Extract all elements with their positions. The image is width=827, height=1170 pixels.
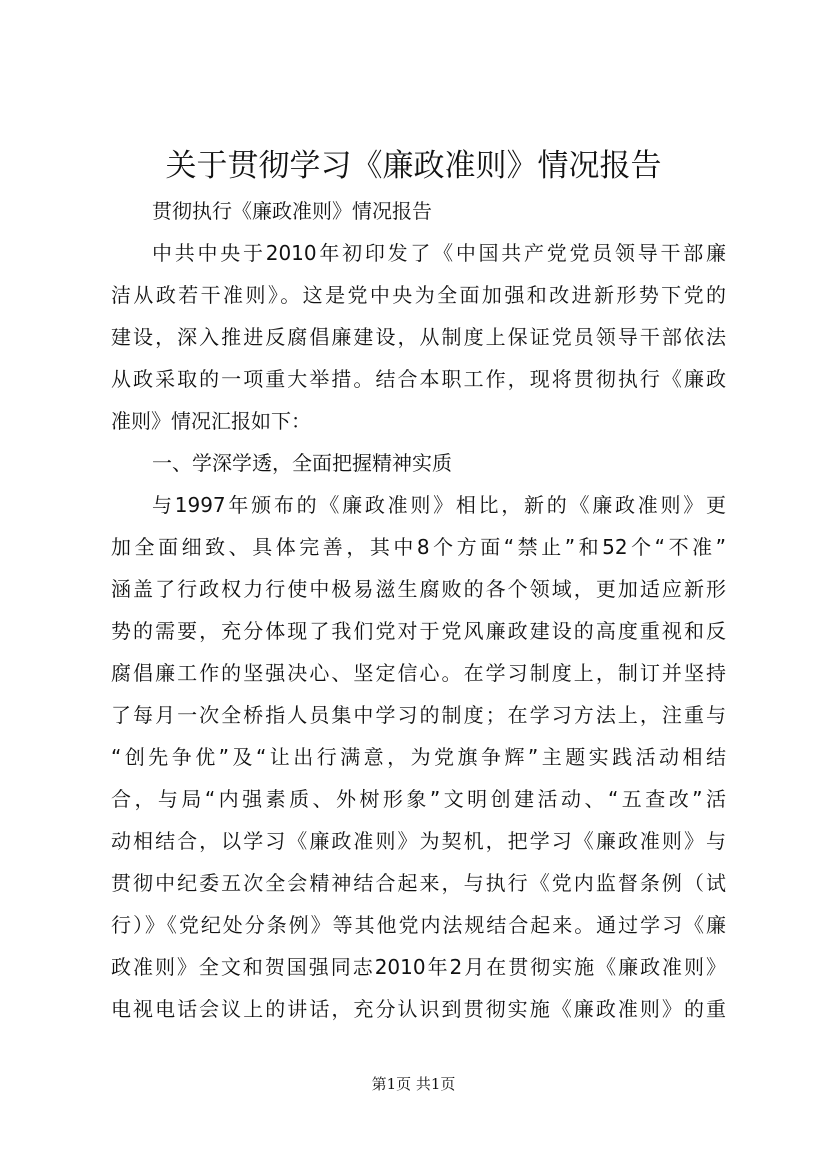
paragraph-line: 电视电话会议上的讲话，充分认识到贯彻实施《廉政准则》的重 (111, 997, 726, 1021)
paragraph-line: 涵盖了行政权力行使中极易滋生腐败的各个领域，更加适应新形 (111, 577, 726, 601)
section-heading: 一、学深学透，全面把握精神实质 (152, 451, 452, 475)
document-title: 关于贯彻学习《廉政准则》情况报告 (165, 148, 662, 184)
paragraph-line: 贯彻中纪委五次全会精神结合起来，与执行《党内监督条例（试 (111, 871, 726, 895)
paragraph-line: 腐倡廉工作的坚强决心、坚定信心。在学习制度上，制订并坚持 (111, 661, 726, 685)
paragraph-line: “创先争优”及“让出行满意，为党旗争辉”主题实践活动相结 (111, 745, 726, 769)
paragraph-line: 合，与局“内强素质、外树形象”文明创建活动、“五查改”活 (111, 787, 726, 811)
paragraph-line: 与1997年颁布的《廉政准则》相比，新的《廉政准则》更 (152, 493, 726, 517)
paragraph-line: 中共中央于2010年初印发了《中国共产党党员领导干部廉 (152, 241, 726, 265)
subtitle-line: 贯彻执行《廉政准则》情况报告 (152, 199, 432, 223)
paragraph-line: 洁从政若干准则》。这是党中央为全面加强和改进新形势下党的 (111, 283, 726, 307)
document-body (111, 196, 726, 1046)
paragraph-line: 准则》情况汇报如下： (111, 409, 311, 433)
paragraph-line: 从政采取的一项重大举措。结合本职工作，现将贯彻执行《廉政 (111, 367, 726, 391)
paragraph-line: 政准则》全文和贺国强同志2010年2月在贯彻实施《廉政准则》 (111, 955, 726, 979)
paragraph-line: 动相结合，以学习《廉政准则》为契机，把学习《廉政准则》与 (111, 829, 726, 853)
paragraph-line: 建设，深入推进反腐倡廉建设，从制度上保证党员领导干部依法 (111, 325, 726, 349)
paragraph-line: 了每月一次全桥指人员集中学习的制度；在学习方法上，注重与 (111, 703, 726, 727)
paragraph-line: 行）》《党纪处分条例》等其他党内法规结合起来。通过学习《廉 (111, 913, 726, 937)
page-footer: 第1页 共1页 (371, 1075, 456, 1093)
paragraph-line: 加全面细致、具体完善，其中8个方面“禁止”和52个“不准” (111, 535, 726, 559)
paragraph-line: 势的需要，充分体现了我们党对于党风廉政建设的高度重视和反 (111, 619, 726, 643)
